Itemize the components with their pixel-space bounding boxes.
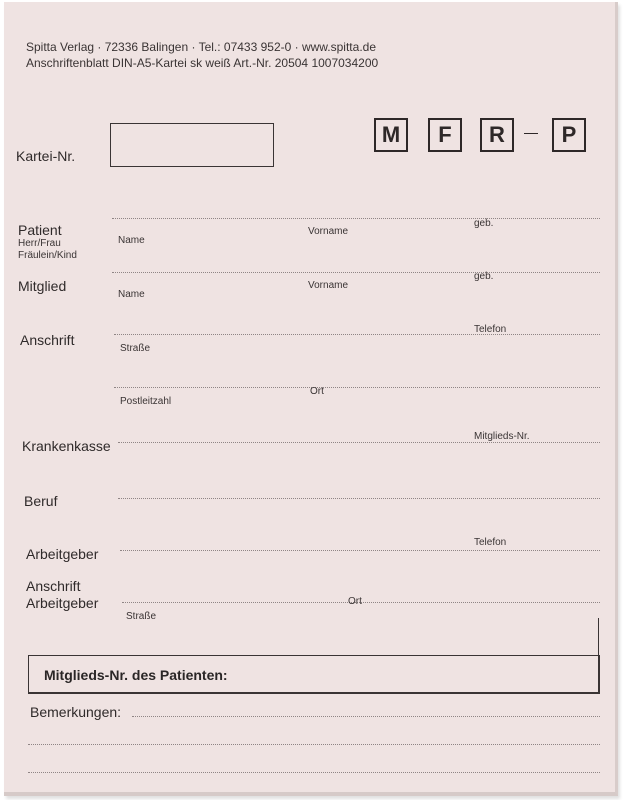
patient-vorname-hint: Vorname [308,226,349,237]
arbeitgeber-label: Arbeitgeber [26,546,99,562]
patient-line[interactable] [112,218,600,219]
krankenkasse-line[interactable] [118,442,600,443]
bemerkungen-label: Bemerkungen: [30,704,122,720]
anschrift-arbeitgeber-label-2: Arbeitgeber [26,595,99,611]
mitglieds-nr-patient-label: Mitglieds-Nr. des Patienten: [44,667,228,683]
kartei-nr-label: Kartei-Nr. [16,148,76,164]
krankenkasse-mitglieds-nr-hint: Mitglieds-Nr. [474,431,530,442]
anschrift-arbeitgeber-label-1: Anschrift [26,578,81,594]
anschrift-line-1[interactable] [114,334,600,335]
arbeitgeber-line[interactable] [120,550,600,551]
bemerkungen-line-1[interactable] [132,716,600,717]
code-dash [524,133,538,134]
patient-label: Patient [18,222,62,238]
kartei-nr-field[interactable] [110,123,274,167]
mitglied-name-hint: Name [118,289,145,300]
patient-sub-herr-frau: Herr/Frau [18,238,61,249]
anschrift-telefon-hint: Telefon [474,324,507,335]
publisher-line: Spitta Verlag · 72336 Balingen · Tel.: 07433 952-0 · www.spitta.de [26,40,376,54]
mitglied-label: Mitglied [18,278,67,294]
anschrift-arbeitgeber-strasse-hint: Straße [126,611,157,622]
patient-name-hint: Name [118,235,145,246]
anschrift-strasse-hint: Straße [120,343,151,354]
mitglied-vorname-hint: Vorname [308,280,349,291]
anschrift-label: Anschrift [20,332,75,348]
code-box-r[interactable]: R [480,118,514,152]
patient-geb-hint: geb. [474,218,494,229]
krankenkasse-label: Krankenkasse [22,438,111,454]
mitglied-line[interactable] [112,272,600,273]
code-box-p[interactable]: P [552,118,586,152]
anschrift-ort-hint: Ort [310,386,324,397]
beruf-line[interactable] [118,498,600,499]
anschrift-line-2[interactable] [114,387,600,388]
anschrift-plz-hint: Postleitzahl [120,396,172,407]
bemerkungen-line-3[interactable] [28,772,600,773]
address-card [4,2,618,796]
bemerkungen-line-2[interactable] [28,744,600,745]
article-line: Anschriftenblatt DIN-A5-Kartei sk weiß Art.-Nr. 20504 1007034200 [26,56,379,70]
code-box-m[interactable]: M [374,118,408,152]
mitglied-geb-hint: geb. [474,271,494,282]
anschrift-arbeitgeber-ort-hint: Ort [348,596,362,607]
code-box-f[interactable]: F [428,118,462,152]
patient-sub-fraeulein-kind: Fräulein/Kind [18,250,77,261]
arbeitgeber-telefon-hint: Telefon [474,537,507,548]
beruf-label: Beruf [24,493,58,509]
